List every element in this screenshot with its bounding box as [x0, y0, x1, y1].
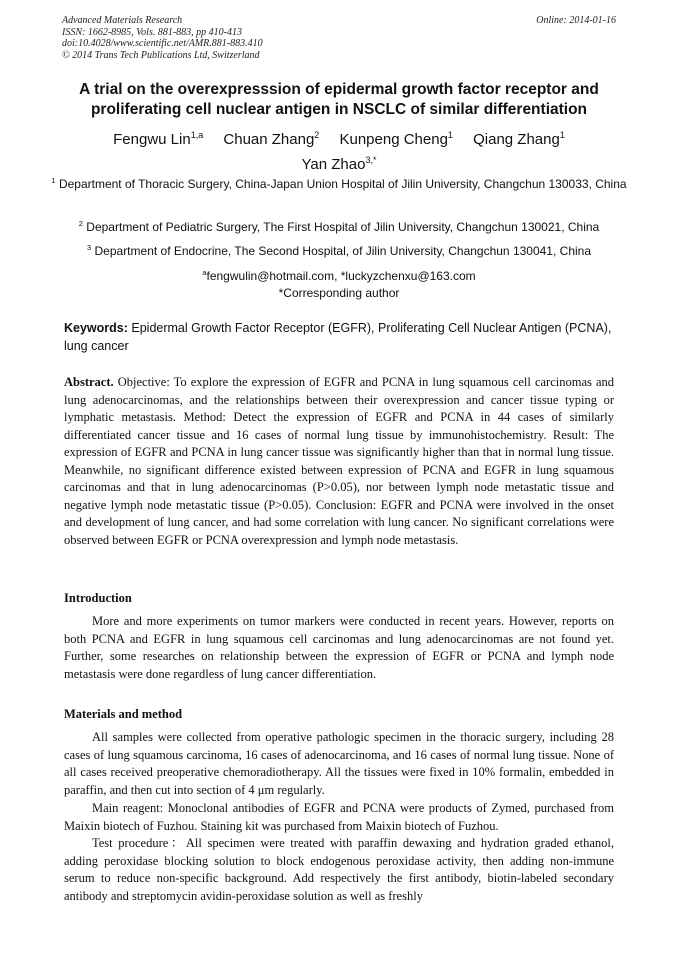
keywords-text: Epidermal Growth Factor Receptor (EGFR), Proliferating Cell Nuclear Antigen (PCNA), lung cancer	[64, 321, 612, 353]
copyright-line: © 2014 Trans Tech Publications Ltd, Switzerland	[62, 49, 260, 61]
corresponding-note: *Corresponding author	[278, 286, 400, 300]
affiliation-sup: 2	[78, 219, 83, 228]
issn-line: ISSN: 1662-8985, Vols. 881-883, pp 410-413	[62, 26, 242, 38]
doi-line[interactable]: doi:10.4028/www.scientific.net/AMR.881-883.410	[62, 38, 263, 49]
reagent-paragraph: Main reagent: Monoclonal antibodies of EGFR and PCNA were products of Zymed, purchased from Maixin biotech of Fuzhou. Staining kit was purchased from Maixin biotech of Fuzhou.	[64, 801, 614, 833]
author-affil-sup: 3,*	[365, 155, 377, 165]
affiliation	[50, 172, 628, 193]
paper-title: A trial on the overexpresssion of epidermal growth factor receptor and proliferating cell nuclear antigen in NSCLC of similar differentiation	[79, 81, 599, 118]
journal-name: Advanced Materials Research	[62, 15, 183, 26]
author-affil-sup: 1	[559, 130, 565, 140]
abstract	[64, 374, 614, 549]
author-list	[40, 125, 638, 175]
procedure-paragraph: Test procedure：All specimen were treated with paraffin dewaxing and hydration graded ethanol, adding peroxidase blocking solution to block endogenous peroxidase activity, then adding non-immune serum to reduce non-specific background. Add respectively the first antibody, biotin-labeled secondary antibody and streptomycin avidin-peroxidase solution as well as freshly	[64, 836, 614, 903]
author-name: Fengwu Lin	[113, 131, 191, 148]
abstract-label: Abstract.	[64, 375, 114, 389]
author-affil-sup: 1,a	[190, 130, 204, 140]
affiliation-text: Department of Thoracic Surgery, China-Japan Union Hospital of Jilin University, Changchun 130033, China	[58, 177, 627, 191]
email-addresses[interactable]: fengwulin@hotmail.com, *luckyzchenxu@163.com	[206, 269, 476, 283]
affiliation-text: Department of Pediatric Surgery, The First Hospital of Jilin University, Changchun 130021, China	[86, 220, 600, 234]
journal-header	[62, 15, 263, 61]
author	[473, 131, 565, 148]
author	[339, 131, 452, 148]
author-affil-sup: 2	[314, 130, 320, 140]
affiliation	[50, 239, 628, 260]
keywords-label: Keywords:	[64, 321, 128, 335]
introduction-heading: Introduction	[64, 591, 132, 605]
affiliation-sup: 3	[86, 243, 92, 252]
introduction-text: More and more experiments on tumor markers were conducted in recent years. However, reports on both PCNA and EGFR in lung squamous cell carcinomas and lung adenocarcinomas are not found yet. Further, some researches on relationship between the expression of EGFR or PCNA and lymph node metastasis were done regardless of lung cancer differentiation.	[64, 614, 614, 681]
author	[223, 131, 319, 148]
author	[302, 156, 377, 173]
keywords	[64, 319, 616, 355]
author-name: Chuan Zhang	[223, 131, 315, 148]
author	[113, 131, 203, 148]
author-name: Yan Zhao	[301, 156, 366, 173]
abstract-text: Objective: To explore the expression of EGFR and PCNA in lung squamous cell carcinomas and lung adenocarcinomas, and the relationships between their overexpression and cancer tissue typing or lymphatic metastasis. Method: Detect the expression of EGFR and PCNA in 44 cases of similarly differentiated cancer tissue and 16 cases of normal lung tissue by immunohistochemistry. Result: The expression of EGFR and PCNA in lung cancer tissue was significantly higher than that in normal lung tissue. Meanwhile, no significant difference existed between expression of PCNA and EGFR in lung squamous carcinomas and that in lung adenocarcinomas (P>0.05), nor between lymph node metastatic tissue and negative lymph node metastatic tissue (P>0.05). Conclusion: EGFR and PCNA were involved in the onset and development of lung cancer, and had some correlation with lung cancer. No significant correlations were observed between EGFR or PCNA overexpression and lymph node metastasis.	[64, 375, 614, 547]
materials-heading: Materials and method	[64, 707, 183, 721]
affiliation-text: Department of Endocrine, The Second Hospital, of Jilin University, Changchun 130041, China	[94, 244, 592, 258]
affiliation	[50, 215, 628, 236]
online-date: Online: 2014-01-16	[536, 15, 616, 26]
author-affil-sup: 1	[447, 130, 453, 140]
author-name: Kunpeng Cheng	[339, 131, 448, 148]
affiliation-sup: 1	[51, 176, 56, 185]
materials-paragraph: All samples were collected from operative pathologic specimen in the thoracic surgery, including 28 cases of lung squamous carcinoma, 16 cases of adenocarcinoma, and 16 cases of normal lung tissue. None of all cases received preoperative chemoradiotherapy. All the tissues were fixed in 10% formalin, embedded in paraffin, and then cut into section of 4 μm regularly.	[64, 730, 614, 797]
contact-block	[50, 264, 628, 302]
email-sup: a	[202, 268, 207, 277]
author-name: Qiang Zhang	[473, 131, 560, 148]
